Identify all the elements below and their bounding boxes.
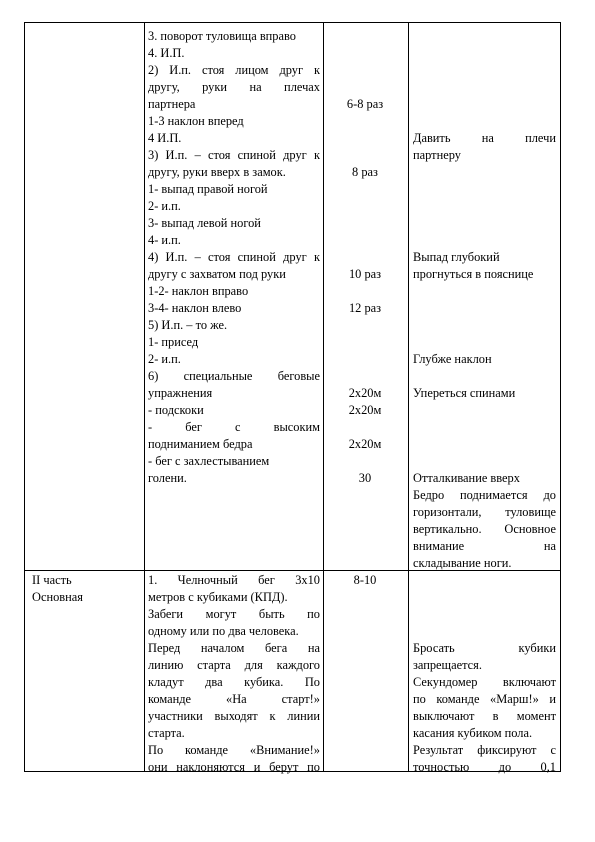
text-line: запрещается.	[413, 658, 482, 672]
text-line	[413, 45, 556, 62]
text-line: Бедро поднимается до	[413, 488, 556, 502]
text-line	[413, 436, 556, 453]
text-line: 8-10	[353, 573, 377, 587]
text-line: 2) И.п. стоя лицом друг к	[148, 63, 320, 77]
text-line	[413, 453, 556, 470]
text-line: старта.	[148, 726, 185, 740]
text-line: одному или по два человека.	[148, 624, 299, 638]
text-line	[413, 198, 556, 215]
text-line: 3. поворот туловища вправо	[148, 29, 296, 43]
text-line: 2х20м	[348, 386, 382, 400]
text-line: 1- присед	[148, 335, 199, 349]
text-line: участники выходят к линии	[148, 709, 320, 723]
text-line: 6) специальные беговые	[148, 369, 320, 383]
text-line: точностью до 0,1	[413, 760, 556, 774]
text-line: Упереться спинами	[413, 386, 516, 400]
text-line	[325, 419, 405, 436]
text-line: Глубже наклон	[413, 352, 492, 366]
text-line: II часть	[32, 573, 72, 587]
text-line: другу, руки вверх в замок.	[148, 165, 286, 179]
text-line	[413, 113, 556, 130]
text-line	[413, 300, 556, 317]
text-line: - подскоки	[148, 403, 204, 417]
text-line	[413, 96, 556, 113]
text-line: 1- выпад правой ногой	[148, 182, 268, 196]
text-line: горизонтали, туловище	[413, 505, 556, 519]
text-line: партнеру	[413, 148, 461, 162]
text-line	[325, 198, 405, 215]
text-line	[325, 130, 405, 147]
text-line: - бег с захлестыванием	[148, 454, 270, 468]
text-line: 1-3 наклон вперед	[148, 114, 244, 128]
text-line: 10 раз	[348, 267, 382, 281]
column-divider-3	[408, 22, 409, 772]
text-line: метров с кубиками (КПД).	[148, 590, 288, 604]
table-border-left	[24, 22, 25, 772]
text-line	[413, 606, 556, 623]
text-line: 3) И.п. – стоя спиной друг к	[148, 148, 320, 162]
text-line	[325, 28, 405, 45]
text-line	[413, 623, 556, 640]
text-line: 8 раз	[352, 165, 378, 179]
text-line: упражнения	[148, 386, 213, 400]
row2-part-cell	[32, 572, 142, 606]
table-border-right	[560, 22, 561, 772]
text-line: внимание на	[413, 539, 556, 553]
text-line: Давить на плечи	[413, 131, 556, 145]
text-line	[413, 317, 556, 334]
text-line	[325, 249, 405, 266]
text-line: 2х20м	[348, 403, 382, 417]
text-line: они наклоняются и берут по	[148, 760, 320, 774]
text-line: 2х20м	[348, 437, 382, 451]
text-line: другу, руки на плечах	[148, 80, 320, 94]
column-divider-2	[323, 22, 324, 772]
text-line	[325, 181, 405, 198]
text-line: 3- выпад левой ногой	[148, 216, 261, 230]
text-line	[325, 45, 405, 62]
row2-notes-cell	[413, 572, 556, 776]
row1-notes-cell	[413, 28, 556, 572]
text-line: 1-2- наклон вправо	[148, 284, 249, 298]
text-line: Отталкивание вверх	[413, 471, 520, 485]
text-line	[413, 232, 556, 249]
text-line: Выпад глубокий	[413, 250, 500, 264]
text-line	[325, 79, 405, 96]
text-line	[325, 147, 405, 164]
text-line: партнера	[148, 97, 196, 111]
text-line: линию старта для каждого	[148, 658, 320, 672]
text-line	[413, 589, 556, 606]
lesson-plan-table	[24, 22, 561, 772]
column-divider-1	[144, 22, 145, 772]
text-line	[413, 283, 556, 300]
text-line	[325, 215, 405, 232]
text-line: 5) И.п. – то же.	[148, 318, 228, 332]
text-line: подниманием бедра	[148, 437, 253, 451]
text-line: прогнуться в пояснице	[413, 267, 534, 281]
text-line	[325, 113, 405, 130]
text-line: 1. Челночный бег 3х10	[148, 573, 320, 587]
text-line: Забеги могут быть по	[148, 607, 320, 621]
text-line	[325, 334, 405, 351]
text-line: вертикально. Основное	[413, 522, 556, 536]
text-line: 6-8 раз	[346, 97, 384, 111]
text-line: 4. И.П.	[148, 46, 185, 60]
text-line: выключают в момент	[413, 709, 556, 723]
text-line	[413, 419, 556, 436]
text-line: Перед началом бега на	[148, 641, 320, 655]
row2-dosage-cell	[325, 572, 405, 589]
text-line	[413, 572, 556, 589]
text-line: 4 И.П.	[148, 131, 182, 145]
text-line	[413, 334, 556, 351]
text-line: Секундомер включают	[413, 675, 556, 689]
text-line: 4- и.п.	[148, 233, 181, 247]
text-line	[413, 28, 556, 45]
text-line: команде «На старт!»	[148, 692, 320, 706]
text-line	[413, 62, 556, 79]
text-line: Результат фиксируют с	[413, 743, 556, 757]
text-line	[325, 351, 405, 368]
text-line: 4) И.п. – стоя спиной друг к	[148, 250, 320, 264]
text-line: 30	[358, 471, 372, 485]
text-line: 2- и.п.	[148, 199, 181, 213]
text-line	[413, 368, 556, 385]
text-line: 12 раз	[348, 301, 382, 315]
text-line: по команде «Марш!» и	[413, 692, 556, 706]
text-line	[325, 283, 405, 300]
text-line	[413, 181, 556, 198]
row1-dosage-cell	[325, 28, 405, 487]
text-line	[325, 453, 405, 470]
text-line	[413, 164, 556, 181]
text-line: касания кубиком пола.	[413, 726, 533, 740]
text-line	[413, 79, 556, 96]
row2-exercises-cell	[148, 572, 320, 776]
text-line	[325, 317, 405, 334]
text-line: Бросать кубики	[413, 641, 556, 655]
text-line	[325, 368, 405, 385]
text-line: голени.	[148, 471, 187, 485]
text-line: складывание ноги.	[413, 556, 512, 570]
text-line: 2- и.п.	[148, 352, 181, 366]
text-line	[413, 215, 556, 232]
text-line	[413, 402, 556, 419]
table-border-top	[24, 22, 561, 23]
text-line: кладут два кубика. По	[148, 675, 320, 689]
row1-exercises-cell	[148, 28, 320, 487]
text-line: другу с захватом под руки	[148, 267, 286, 281]
text-line	[325, 62, 405, 79]
text-line: По команде «Внимание!»	[148, 743, 320, 757]
text-line: Основная	[32, 590, 83, 604]
text-line: - бег с высоким	[148, 420, 320, 434]
text-line: 3-4- наклон влево	[148, 301, 242, 315]
text-line	[325, 232, 405, 249]
